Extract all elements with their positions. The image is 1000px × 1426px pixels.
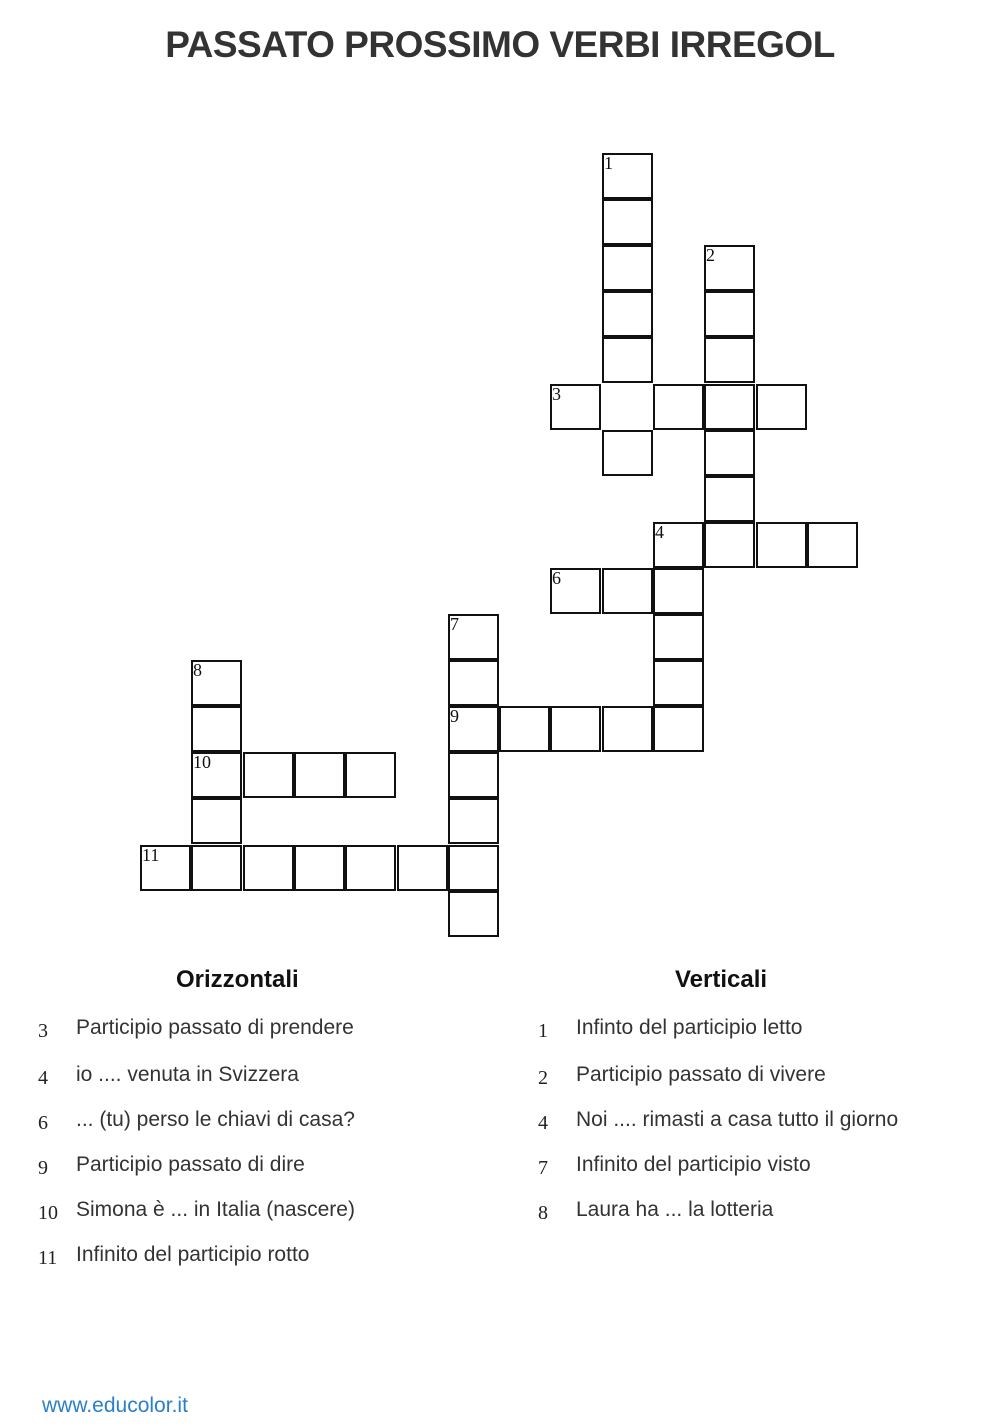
crossword-cell[interactable]: [653, 660, 704, 706]
clue-text: ... (tu) perso le chiavi di casa?: [76, 1108, 355, 1131]
clue-number: 4: [38, 1067, 48, 1089]
crossword-cell[interactable]: [602, 153, 653, 199]
crossword-cell[interactable]: [602, 245, 653, 291]
clue-number: 9: [38, 1157, 48, 1179]
clue-number: 6: [38, 1112, 48, 1134]
crossword-cell[interactable]: [756, 522, 807, 568]
clue-number: 2: [538, 1067, 548, 1089]
crossword-cell[interactable]: [653, 568, 704, 614]
crossword-cell[interactable]: [756, 384, 807, 430]
crossword-cell[interactable]: [807, 522, 858, 568]
crossword-cell[interactable]: [653, 614, 704, 660]
crossword-cell[interactable]: [345, 845, 396, 891]
crossword-cell[interactable]: [397, 845, 448, 891]
clue-text: Laura ha ... la lotteria: [576, 1198, 774, 1221]
crossword-cell[interactable]: [191, 845, 242, 891]
crossword-cell[interactable]: [448, 891, 499, 937]
crossword-cell[interactable]: [294, 845, 345, 891]
clue-text: Infinto del participio letto: [576, 1016, 803, 1039]
cell-number: 8: [193, 660, 202, 680]
crossword-cell[interactable]: [602, 706, 653, 752]
crossword-cell[interactable]: [704, 522, 755, 568]
crossword-cell[interactable]: [499, 706, 550, 752]
crossword-cell[interactable]: [704, 476, 755, 522]
crossword-cell[interactable]: [191, 706, 242, 752]
cell-number: 11: [142, 845, 160, 865]
clue-number: 1: [538, 1020, 548, 1042]
crossword-cell[interactable]: [448, 706, 499, 752]
cell-number: 3: [552, 384, 561, 404]
crossword-cell[interactable]: [602, 337, 653, 383]
crossword-cell[interactable]: [243, 845, 294, 891]
crossword-cell[interactable]: [294, 752, 345, 798]
clue-number: 7: [538, 1157, 548, 1179]
footer-link[interactable]: www.educolor.it: [42, 1394, 188, 1417]
crossword-cell[interactable]: [550, 568, 601, 614]
crossword-cell[interactable]: [448, 798, 499, 844]
cell-number: 6: [552, 568, 561, 588]
crossword-cell[interactable]: [448, 845, 499, 891]
cell-number: 2: [706, 245, 715, 265]
cell-number: 4: [655, 522, 664, 542]
page-title: PASSATO PROSSIMO VERBI IRREGOL: [165, 24, 835, 65]
clue-text: Participio passato di dire: [76, 1153, 305, 1176]
clue-text: Participio passato di prendere: [76, 1016, 354, 1039]
cell-number: 1: [604, 153, 613, 173]
crossword-cell[interactable]: [704, 384, 755, 430]
crossword-cell[interactable]: [704, 430, 755, 476]
crossword-cell[interactable]: [345, 752, 396, 798]
crossword-cell[interactable]: [448, 614, 499, 660]
clue-text: Infinito del participio visto: [576, 1153, 811, 1176]
clue-text: io .... venuta in Svizzera: [76, 1063, 299, 1086]
crossword-cell[interactable]: [550, 384, 601, 430]
crossword-cell[interactable]: [191, 798, 242, 844]
crossword-cell[interactable]: [191, 752, 242, 798]
clue-text: Simona è ... in Italia (nascere): [76, 1198, 355, 1221]
crossword-cell[interactable]: [140, 845, 191, 891]
crossword-cell[interactable]: [653, 706, 704, 752]
crossword-cell[interactable]: [602, 568, 653, 614]
clue-number: 3: [38, 1020, 48, 1042]
clue-text: Infinito del participio rotto: [76, 1243, 310, 1266]
crossword-cell[interactable]: [653, 384, 704, 430]
cell-number: 9: [450, 706, 459, 726]
crossword-cell[interactable]: [448, 752, 499, 798]
across-heading: Orizzontali: [176, 966, 299, 993]
clue-number: 4: [538, 1112, 548, 1134]
down-heading: Verticali: [675, 966, 768, 993]
crossword-cell[interactable]: [602, 291, 653, 337]
clue-number: 11: [38, 1247, 58, 1269]
crossword-cell[interactable]: [704, 245, 755, 291]
crossword-cell[interactable]: [653, 522, 704, 568]
crossword-cell[interactable]: [602, 199, 653, 245]
crossword-cell[interactable]: [243, 752, 294, 798]
crossword-cell[interactable]: [704, 337, 755, 383]
clue-text: Noi .... rimasti a casa tutto il giorno: [576, 1108, 899, 1131]
crossword-cell[interactable]: [550, 706, 601, 752]
crossword-cell[interactable]: [448, 660, 499, 706]
clue-number: 10: [38, 1202, 58, 1224]
crossword-cell[interactable]: [191, 660, 242, 706]
cell-number: 7: [450, 614, 459, 634]
clue-number: 8: [538, 1202, 548, 1224]
clue-text: Participio passato di vivere: [576, 1063, 826, 1086]
crossword-cell[interactable]: [602, 430, 653, 476]
crossword-cell[interactable]: [704, 291, 755, 337]
cell-number: 10: [193, 752, 211, 772]
